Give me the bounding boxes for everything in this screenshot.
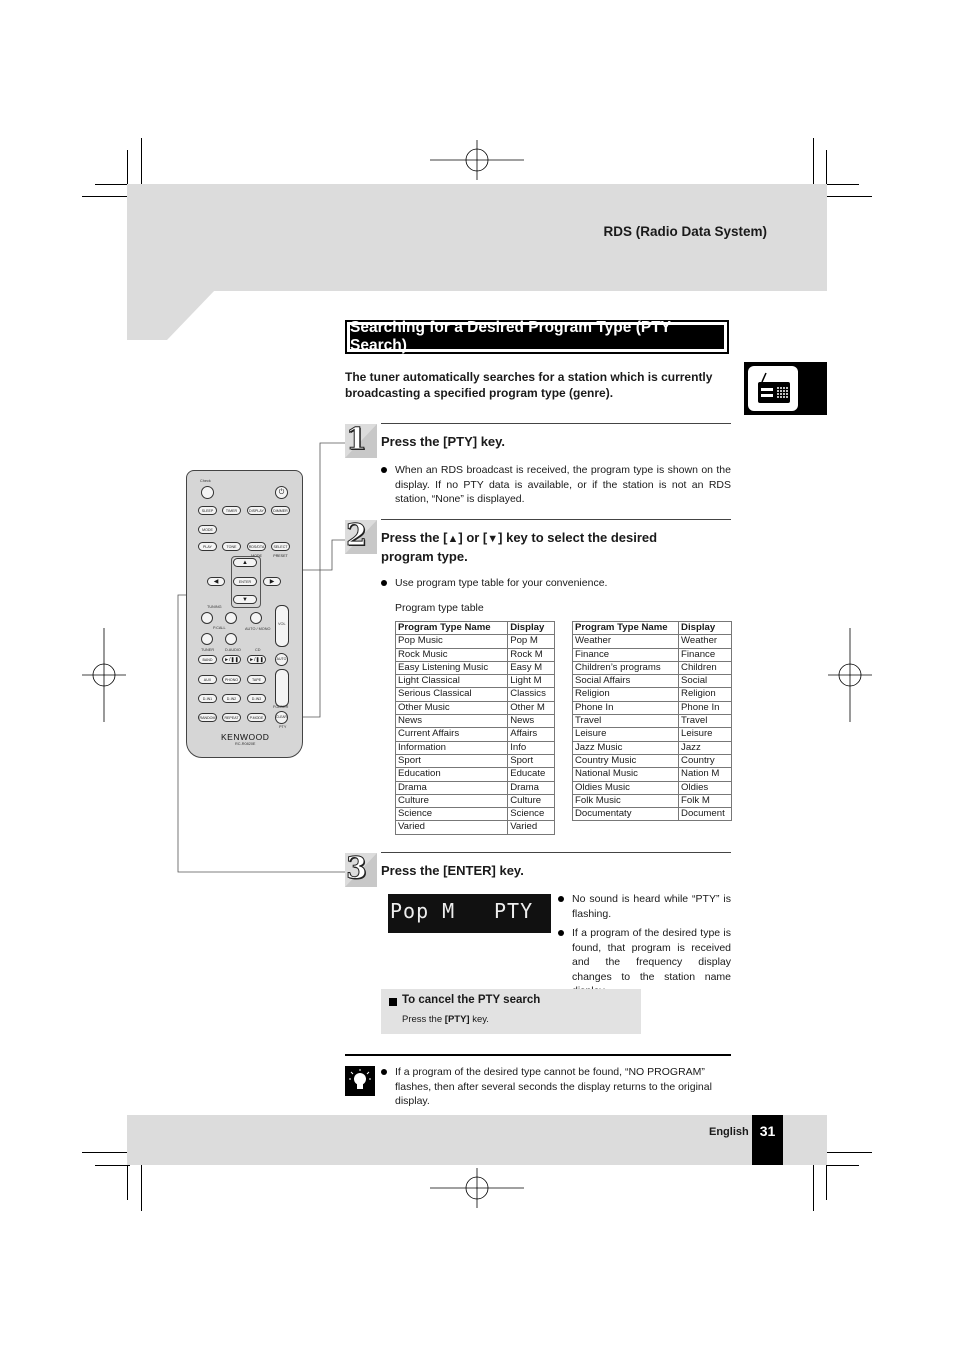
crop-mark [826, 1165, 827, 1200]
table-row [573, 635, 732, 648]
remote-button[interactable]: DIMMER [271, 506, 290, 515]
table-row [396, 821, 555, 834]
footer-band [127, 1115, 827, 1165]
crop-mark [82, 196, 129, 197]
table-row [573, 675, 732, 688]
remote-button[interactable]: D-IN1 [198, 694, 217, 703]
side-tab [744, 362, 827, 415]
lcd-text-left: Pop M [390, 899, 456, 923]
crop-mark [127, 150, 128, 185]
display-cell: Country [679, 754, 732, 767]
remote-button[interactable]: RANDOM [198, 713, 217, 722]
display-cell: Weather [679, 635, 732, 648]
tuner-label: TUNER [201, 648, 215, 652]
cancel-note-box [381, 989, 641, 1034]
bullet-item [558, 926, 731, 999]
table-row [573, 768, 732, 781]
table-row [573, 781, 732, 794]
program-type-name-cell: Culture [396, 794, 508, 807]
table-row [573, 701, 732, 714]
crop-mark [813, 1163, 814, 1211]
crop-mark [141, 138, 142, 186]
program-type-name-cell: Information [396, 741, 508, 754]
bullet-text: Use program type table for your convenience. [395, 577, 608, 589]
lcd-display [388, 894, 551, 933]
step-number: 2 [346, 518, 367, 553]
model-label: RC-R0820E [235, 742, 256, 746]
crop-mark [826, 184, 859, 185]
table-row [396, 688, 555, 701]
cancel-title: To cancel the PTY search [402, 994, 541, 1006]
table-row [573, 661, 732, 674]
table-row [396, 768, 555, 781]
crop-mark [95, 184, 130, 185]
intro-text: The tuner automatically searches for a station which is currently broadcasting a specified program type (genre). [345, 370, 713, 400]
vol-label: VOL [278, 622, 286, 626]
d-audio-label: D.AUDIO [225, 648, 241, 652]
pcall-label: P.CALL [213, 626, 226, 630]
crop-mark [95, 1165, 130, 1166]
remote-button[interactable]: REPEAT [222, 713, 241, 722]
auto-button[interactable]: AUTO [275, 653, 288, 666]
volume-rocker[interactable] [275, 605, 289, 647]
remote-button[interactable]: SELECT PRESET [271, 542, 290, 551]
power-icon[interactable]: ⏻ [275, 486, 288, 499]
remote-button[interactable]: RDS/DTA MODE [247, 542, 266, 551]
enter-button[interactable]: ENTER [233, 577, 257, 586]
program-type-name-cell: Social Affairs [573, 675, 679, 688]
program-type-name-cell: Jazz Music [573, 741, 679, 754]
section-title: RDS (Radio Data System) [603, 224, 767, 239]
crop-mark [141, 1163, 142, 1211]
remote-button[interactable]: P.MODE [247, 713, 266, 722]
display-cell: Easy M [508, 661, 555, 674]
radio-icon [748, 366, 798, 411]
remote-button[interactable]: DISPLAY [247, 506, 266, 515]
display-cell: Pop M [508, 635, 555, 648]
program-type-table-left [395, 621, 555, 835]
remote-button[interactable]: D-IN3 [247, 694, 266, 703]
program-type-name-cell: Other Music [396, 701, 508, 714]
table-row [573, 754, 732, 767]
table-row [396, 635, 555, 648]
play-pause-icon[interactable]: ►/❚❚ [222, 655, 241, 664]
program-type-name-cell: Sport [396, 754, 508, 767]
table-header: Display [679, 622, 732, 635]
table-header: Display [508, 622, 555, 635]
remote-button[interactable]: SLEEP [198, 506, 217, 515]
crop-mark [826, 1152, 872, 1153]
display-cell: Varied [508, 821, 555, 834]
crop-mark [82, 1152, 129, 1153]
table-row [396, 781, 555, 794]
display-cell: Social [679, 675, 732, 688]
program-type-name-cell: Serious Classical [396, 688, 508, 701]
display-cell: Classics [508, 688, 555, 701]
mode-button[interactable]: MODE [198, 525, 217, 534]
table-row [573, 741, 732, 754]
program-type-name-cell: Current Affairs [396, 728, 508, 741]
table-row [573, 688, 732, 701]
display-cell: Culture [508, 794, 555, 807]
crop-mark [127, 1165, 128, 1200]
program-type-name-cell: Travel [573, 715, 679, 728]
right-arrow-button[interactable]: ▶ [263, 577, 281, 586]
table-row [396, 701, 555, 714]
left-arrow-button[interactable]: ◀ [207, 577, 225, 586]
step-divider [381, 852, 731, 853]
brand-logo: KENWOOD [221, 732, 270, 742]
display-cell: Science [508, 808, 555, 821]
pty-label: PTY [279, 725, 287, 729]
clear-pty-button[interactable]: CLEAR [275, 711, 288, 724]
program-type-name-cell: Drama [396, 781, 508, 794]
tip-divider [345, 1054, 731, 1056]
display-cell: Jazz [679, 741, 732, 754]
display-cell: Leisure [679, 728, 732, 741]
display-cell: Educate [508, 768, 555, 781]
bullet-dot [381, 1069, 387, 1075]
display-cell: Info [508, 741, 555, 754]
program-type-name-cell: Phone In [573, 701, 679, 714]
cancel-text-prefix: Press the [402, 1014, 445, 1025]
program-type-name-cell: Education [396, 768, 508, 781]
remote-button[interactable]: TONE [222, 542, 241, 551]
program-type-name-cell: National Music [573, 768, 679, 781]
heading-text: Press the [ [381, 530, 448, 545]
band-button[interactable]: BAND [198, 655, 217, 664]
display-cell: Light M [508, 675, 555, 688]
crop-mark [826, 196, 872, 197]
remote-button[interactable]: PLAY [198, 542, 217, 551]
display-cell: Sport [508, 754, 555, 767]
cancel-text [402, 1014, 489, 1025]
step-heading: Press the [PTY] key. [381, 434, 506, 449]
bullet-dot [558, 896, 564, 902]
program-type-name-cell: Finance [573, 648, 679, 661]
step-divider [381, 519, 731, 520]
table-row [396, 661, 555, 674]
table-row [396, 741, 555, 754]
remote-button[interactable]: PHONO [222, 675, 241, 684]
step-heading [381, 529, 711, 565]
program-type-name-cell: Varied [396, 821, 508, 834]
cd-label: CD [255, 648, 261, 652]
remote-button[interactable]: D-IN2 [222, 694, 241, 703]
bullet-dot [558, 930, 564, 936]
table-row [573, 794, 732, 807]
display-cell: Folk M [679, 794, 732, 807]
program-type-name-cell: Country Music [573, 754, 679, 767]
up-arrow-button[interactable]: ▲ [233, 558, 257, 567]
table-row [396, 715, 555, 728]
heading-text: ] key to select the desired program type. [381, 530, 658, 564]
table-row [396, 728, 555, 741]
check-button[interactable] [201, 486, 214, 499]
bullet-text: If a program of the desired type is found, that program is received and the frequency display changes to the station name [572, 927, 731, 983]
folder-label: FOLDER [273, 705, 289, 709]
cancel-key: [PTY] [444, 1014, 470, 1025]
program-type-name-cell: Oldies Music [573, 781, 679, 794]
check-label: Check [200, 479, 211, 483]
remote-control [186, 470, 303, 758]
page-number: 31 [752, 1115, 783, 1165]
program-type-name-cell: News [396, 715, 508, 728]
prev-icon[interactable] [201, 633, 213, 645]
table-row [396, 808, 555, 821]
rewind-icon[interactable] [201, 612, 213, 624]
crop-mark [826, 1165, 859, 1166]
program-type-name-cell: Children’s programs [573, 661, 679, 674]
play-pause-icon[interactable]: ►/❚❚ [247, 655, 266, 664]
display-cell: Other M [508, 701, 555, 714]
table-row [396, 648, 555, 661]
bullet-dot [381, 467, 387, 473]
display-cell: Drama [508, 781, 555, 794]
crop-mark [813, 138, 814, 186]
table-row [573, 728, 732, 741]
display-cell: News [508, 715, 555, 728]
table-row [573, 808, 732, 821]
step-heading: Press the [ENTER] key. [381, 863, 524, 878]
table-row [396, 794, 555, 807]
folder-rocker[interactable] [275, 669, 289, 707]
display-cell: Document [679, 808, 732, 821]
program-type-name-cell: Leisure [573, 728, 679, 741]
registration-mark [430, 140, 524, 180]
table-row [573, 648, 732, 661]
square-bullet-icon [389, 998, 397, 1006]
bullet-dot [381, 580, 387, 586]
program-type-name-cell: Weather [573, 635, 679, 648]
table-caption: Program type table [395, 602, 484, 614]
footer-language: English [709, 1126, 749, 1138]
registration-mark [82, 628, 126, 722]
registration-mark [828, 628, 872, 722]
page-title: Searching for a Desired Program Type (PTY Search) [350, 325, 724, 349]
program-type-name-cell: Pop Music [396, 635, 508, 648]
display-cell: Oldies [679, 781, 732, 794]
display-cell: Travel [679, 715, 732, 728]
lightbulb-icon [345, 1066, 375, 1096]
tip-note [381, 1065, 731, 1109]
down-arrow-button[interactable]: ▼ [233, 595, 257, 604]
display-cell: Children [679, 661, 732, 674]
remote-button[interactable]: TIMER [222, 506, 241, 515]
program-type-name-cell: Documentaty [573, 808, 679, 821]
registration-mark [430, 1168, 524, 1208]
program-type-name-cell: Folk Music [573, 794, 679, 807]
display-cell: Affairs [508, 728, 555, 741]
display-cell: Finance [679, 648, 732, 661]
program-type-name-cell: Light Classical [396, 675, 508, 688]
program-type-name-cell: Easy Listening Music [396, 661, 508, 674]
table-row [396, 754, 555, 767]
heading-text: ] or [ [458, 530, 488, 545]
bullet-text: No sound is heard while “PTY” is flashing. [572, 893, 731, 920]
next-icon[interactable] [225, 633, 237, 645]
table-header: Program Type Name [573, 622, 679, 635]
cancel-text-suffix: key. [469, 1014, 489, 1025]
auto-mono-label: AUTO / MONO [245, 627, 271, 631]
bullet-text: When an RDS broadcast is received, the program type is shown on the display. If no PTY data is available, or if the station is not an RDS station, “None” is displayed. [395, 464, 731, 505]
remote-button[interactable]: AUX [198, 675, 217, 684]
page-title-box [345, 320, 729, 354]
step-number: 1 [346, 422, 367, 457]
program-type-name-cell: Religion [573, 688, 679, 701]
tuning-label: TUNING [207, 605, 222, 609]
up-triangle-icon: ▲ [447, 533, 459, 545]
bullet-item [381, 576, 731, 591]
bullet-item [381, 463, 731, 507]
table-row [573, 715, 732, 728]
step-divider [381, 423, 731, 424]
program-type-name-cell: Rock Music [396, 648, 508, 661]
remote-button[interactable]: TAPE [247, 675, 266, 684]
display-cell: Religion [679, 688, 732, 701]
table-header: Program Type Name [396, 622, 508, 635]
lcd-text-right: PTY [494, 899, 534, 923]
tip-text: If a program of the desired type cannot be found, “NO PROGRAM” flashes, then after several seconds the display returns to the original display. [395, 1066, 712, 1107]
down-triangle-icon: ▼ [487, 533, 499, 545]
display-cell: Nation M [679, 768, 732, 781]
table-row [396, 675, 555, 688]
program-type-name-cell: Science [396, 808, 508, 821]
display-cell: Rock M [508, 648, 555, 661]
crop-mark [826, 150, 827, 185]
program-type-table-right [572, 621, 732, 821]
display-cell: Phone In [679, 701, 732, 714]
step-number: 3 [346, 851, 367, 886]
fast-forward-icon[interactable] [225, 612, 237, 624]
stop-icon[interactable] [250, 612, 262, 624]
bullet-item [558, 892, 731, 921]
